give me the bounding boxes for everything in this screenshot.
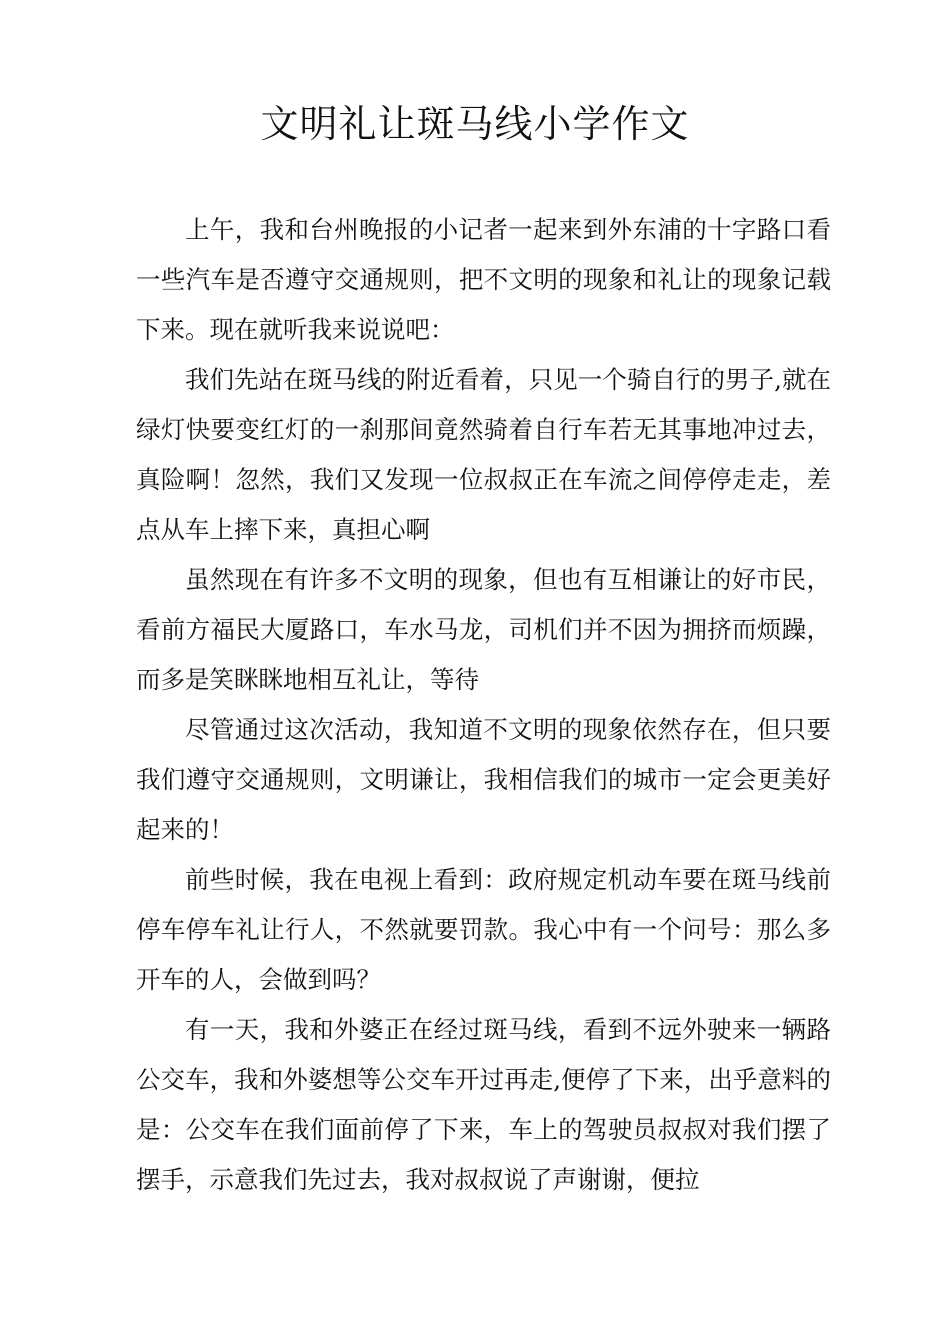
paragraph-5: 前些时候，我在电视上看到：政府规定机动车要在斑马线前停车停车礼让行人，不然就要罚款。我心中有一个问号：那么多开车的人，会做到吗？ (136, 865, 831, 994)
paragraph-3: 虽然现在有许多不文明的现象，但也有互相谦让的好市民，看前方福民大厦路口，车水马龙，司机们并不因为拥挤而烦躁，而多是笑眯眯地相互礼让，等待 (136, 565, 831, 694)
document-body (136, 205, 831, 1205)
paragraph-1: 上午，我和台州晚报的小记者一起来到外东浦的十字路口看一些汽车是否遵守交通规则，把不文明的现象和礼让的现象记载下来。现在就听我来说说吧： (136, 215, 831, 344)
paragraph-4: 尽管通过这次活动，我知道不文明的现象依然存在，但只要我们遵守交通规则，文明谦让，我相信我们的城市一定会更美好起来的！ (136, 715, 831, 844)
paragraph-6: 有一天，我和外婆正在经过斑马线，看到不远外驶来一辆路公交车，我和外婆想等公交车开过再走,便停了下来，出乎意料的是：公交车在我们面前停了下来，车上的驾驶员叔叔对我们摆了摆手，示意我们先过去，我对叔叔说了声谢谢，便拉 (136, 1015, 831, 1194)
document-title: 文明礼让斑马线小学作文 (260, 102, 690, 146)
paragraph-2: 我们先站在斑马线的附近看着，只见一个骑自行的男子,就在绿灯快要变红灯的一刹那间竟然骑着自行车若无其事地冲过去，真险啊！忽然，我们又发现一位叔叔正在车流之间停停走走，差点从车上摔下来，真担心啊 (136, 365, 831, 544)
